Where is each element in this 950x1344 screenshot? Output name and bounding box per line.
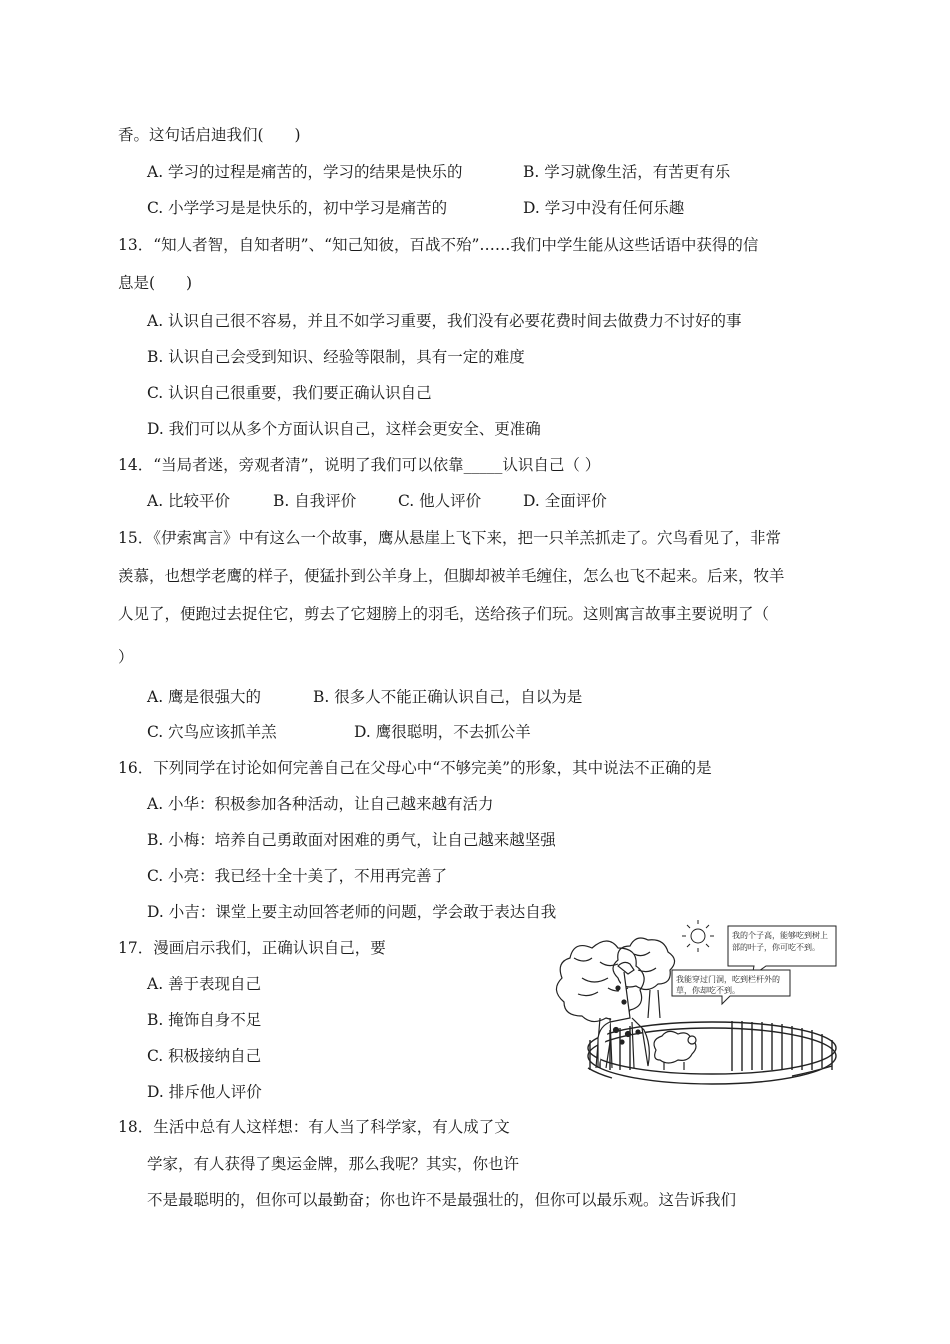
q13-stem-line1: 13．“知人者智，自知者明”、“知己知彼，百战不殆”……我们中学生能从这些话语中获得的信 xyxy=(118,236,759,254)
q15-option-a: A. 鹰是很强大的 xyxy=(147,688,262,706)
sheep-illustration xyxy=(654,1031,696,1070)
giraffe-illustration xyxy=(598,962,649,1068)
q16-stem: 16．下列同学在讨论如何完善自己在父母心中“不够完美”的形象，其中说法不正确的是 xyxy=(118,759,712,777)
q15-stem-line1: 15．《伊索寓言》中有这么一个故事，鹰从悬崖上飞下来，把一只羊羔抓走了。穴鸟看见了，非常 xyxy=(118,529,781,547)
q18-stem-line1: 18．生活中总有人这样想：有人当了科学家，有人成了文 xyxy=(118,1118,510,1136)
bubble1-line2: 部的叶子，你可吃不到。 xyxy=(732,943,820,952)
q13-option-d: D. 我们可以从多个方面认识自己，这样会更安全、更准确 xyxy=(147,420,541,438)
sun-illustration xyxy=(682,920,714,952)
q16-option-b: B. 小梅：培养自己勇敢面对困难的勇气，让自己越来越坚强 xyxy=(147,831,556,849)
q17-stem: 17．漫画启示我们，正确认识自己，要 xyxy=(118,939,386,957)
q16-option-a: A. 小华：积极参加各种活动，让自己越来越有活力 xyxy=(147,795,494,813)
q18-stem-line2: 学家，有人获得了奥运金牌，那么我呢？其实，你也许 xyxy=(147,1155,520,1173)
q12-option-c: C. 小学学习是是快乐的，初中学习是痛苦的 xyxy=(147,199,448,217)
q16-option-d: D. 小吉：课堂上要主动回答老师的问题，学会敢于表达自我 xyxy=(147,903,557,921)
q14-option-b: B. 自我评价 xyxy=(273,492,357,510)
q12-stem-tail: 香。这句话启迪我们( ) xyxy=(118,126,301,144)
q12-option-d: D. 学习中没有任何乐趣 xyxy=(523,199,685,217)
speech-bubble-sheep xyxy=(672,970,790,1004)
q14-stem: 14．“当局者迷，旁观者清”，说明了我们可以依靠_____认识自己（ ） xyxy=(118,456,601,474)
q13-stem-line2: 息是( ) xyxy=(118,274,193,292)
q15-stem-line3: 人见了，便跑过去捉住它，剪去了它翅膀上的羽毛，送给孩子们玩。这则寓言故事主要说明了（ xyxy=(118,605,770,623)
q16-option-c: C. 小亮：我已经十全十美了，不用再完善了 xyxy=(147,867,448,885)
q17-option-d: D. 排斥他人评价 xyxy=(147,1083,262,1101)
q14-option-a: A. 比较平价 xyxy=(147,492,231,510)
bubble2-line1: 我能穿过门洞，吃到栏杆外的 xyxy=(676,975,780,984)
q18-stem-line3: 不是最聪明的，但你可以最勤奋；你也许不是最强壮的，但你可以最乐观。这告诉我们 xyxy=(147,1191,737,1209)
q15-stem-line4: ） xyxy=(118,648,134,666)
q14-option-d: D. 全面评价 xyxy=(523,492,607,510)
q17-option-b: B. 掩饰自身不足 xyxy=(147,1011,262,1029)
cartoon-illustration xyxy=(552,918,840,1088)
q17-option-a: A. 善于表现自己 xyxy=(147,975,262,993)
bubble1-line1: 我的个子高，能够吃到树上 xyxy=(732,931,828,940)
q15-option-c: C. 穴鸟应该抓羊羔 xyxy=(147,723,277,741)
speech-bubble-giraffe xyxy=(728,926,836,976)
q15-option-b: B. 很多人不能正确认识自己，自以为是 xyxy=(313,688,583,706)
bubble2-line2: 草，你却吃不到。 xyxy=(676,986,740,995)
q13-option-a: A. 认识自己很不容易，并且不如学习重要，我们没有必要花费时间去做费力不讨好的事 xyxy=(147,312,742,330)
q12-option-a: A. 学习的过程是痛苦的，学习的结果是快乐的 xyxy=(147,163,463,181)
q15-option-d: D. 鹰很聪明，不去抓公羊 xyxy=(354,723,531,741)
q13-option-b: B. 认识自己会受到知识、经验等限制，具有一定的难度 xyxy=(147,348,525,366)
q12-option-b: B. 学习就像生活，有苦更有乐 xyxy=(523,163,731,181)
fence-illustration xyxy=(588,1021,836,1084)
q15-stem-line2: 羡慕，也想学老鹰的样子，便猛扑到公羊身上，但脚却被羊毛缠住，怎么也飞不起来。后来，牧羊 xyxy=(118,567,785,585)
q14-option-c: C. 他人评价 xyxy=(398,492,482,510)
q13-option-c: C. 认识自己很重要，我们要正确认识自己 xyxy=(147,384,432,402)
q17-option-c: C. 积极接纳自己 xyxy=(147,1047,262,1065)
